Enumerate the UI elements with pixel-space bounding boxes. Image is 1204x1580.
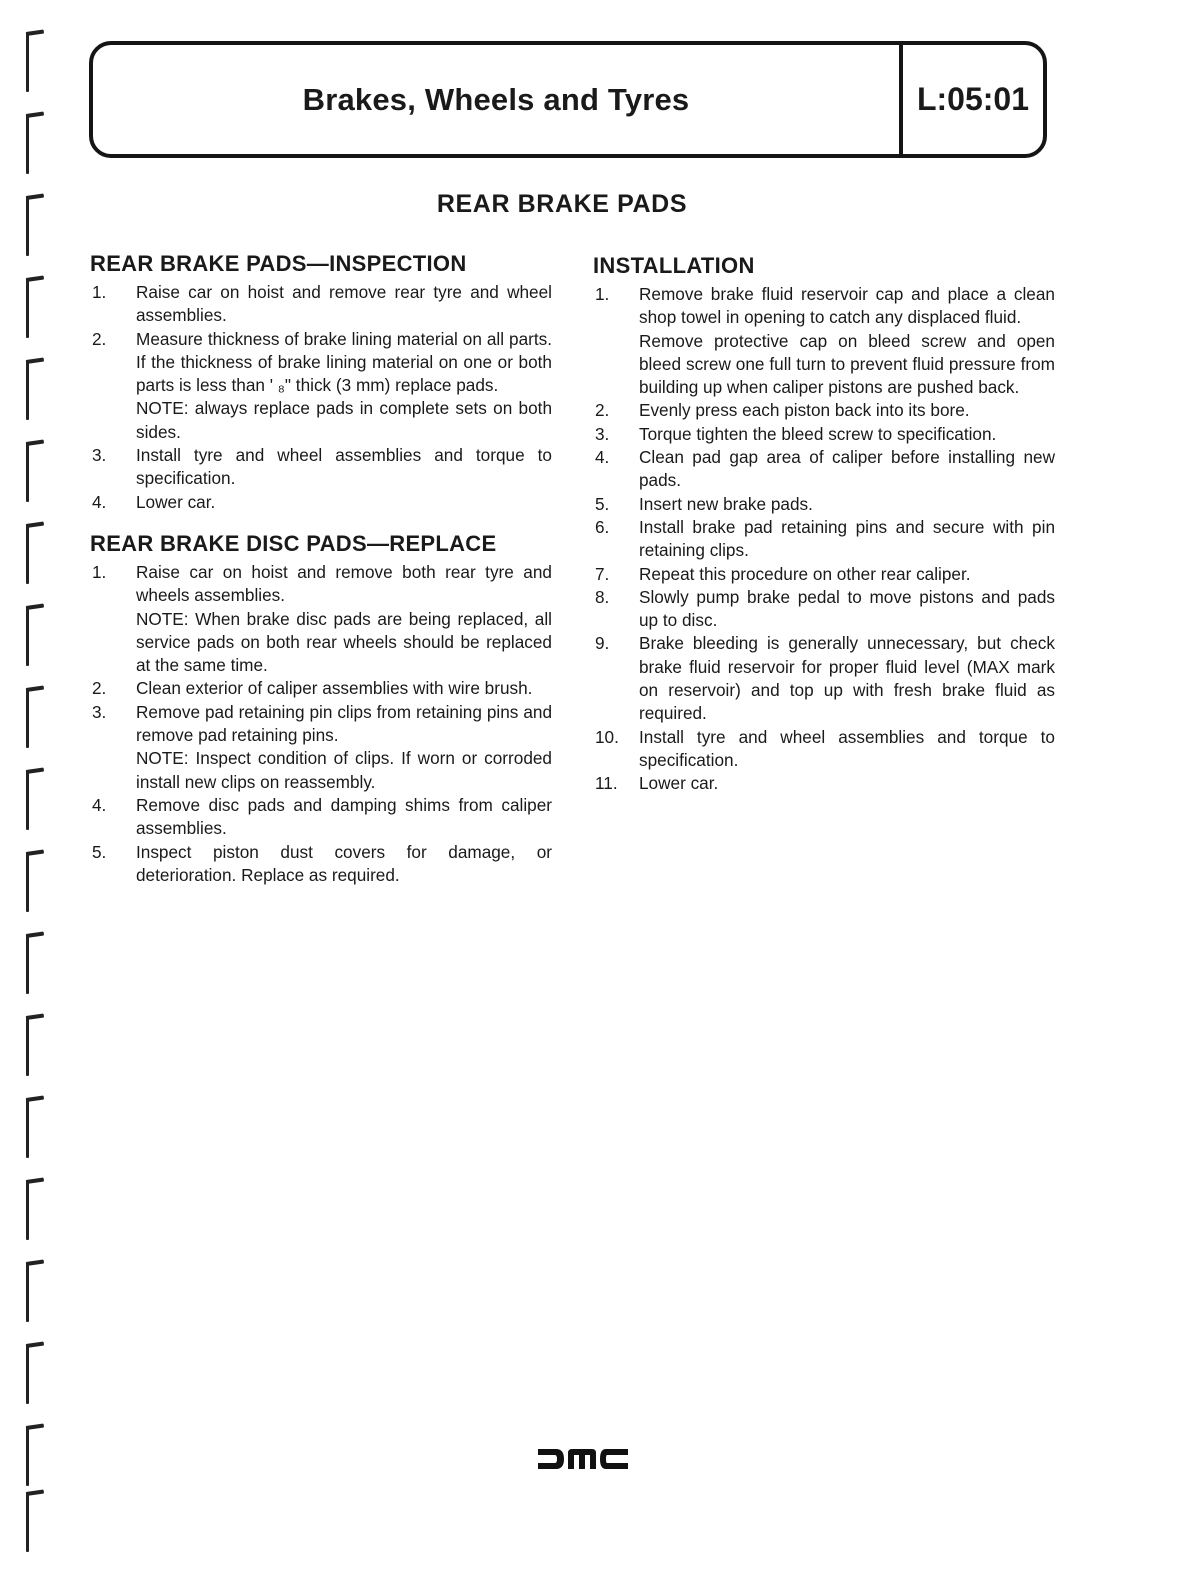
list-item	[593, 493, 1055, 516]
step-number: 2.	[595, 400, 610, 421]
binder-mark-icon	[22, 604, 44, 666]
step-text: Install brake pad retaining pins and secure with pin retaining clips.	[639, 516, 1055, 561]
step-text: Clean pad gap area of caliper before installing new pads.	[639, 447, 1055, 491]
left-column	[90, 250, 552, 887]
step-text: Torque tighten the bleed screw to specification.	[639, 423, 997, 444]
step-number: 5.	[92, 841, 107, 862]
step-text: Slowly pump brake pedal to move pistons and pads up to disc.	[639, 586, 1055, 631]
binder-mark-icon	[22, 686, 44, 748]
dmc-logo-icon	[536, 1447, 630, 1471]
step-number: 11.	[595, 773, 618, 794]
step-number: 4.	[595, 447, 610, 468]
step-number: 3.	[595, 423, 610, 444]
binder-mark-icon	[22, 440, 44, 502]
list-item	[593, 446, 1055, 493]
step-number: 1.	[595, 284, 610, 304]
binder-mark-icon	[22, 1342, 44, 1404]
step-number: 2.	[92, 678, 107, 699]
list-item	[90, 677, 552, 700]
list-item	[593, 283, 1055, 399]
step-note: Remove protective cap on bleed screw and open bleed screw one full turn to prevent fluid pressure from building up when caliper pistons are pushed back.	[639, 330, 1055, 398]
step-note: NOTE: When brake disc pads are being replaced, all service pads on both rear wheels should be replaced at the same time.	[136, 608, 552, 676]
binder-mark-icon	[22, 1096, 44, 1158]
installation-heading: INSTALLATION	[593, 253, 755, 278]
step-number: 5.	[595, 493, 610, 514]
binder-mark-icon	[22, 1014, 44, 1076]
step-number: 3.	[92, 445, 107, 466]
list-item	[90, 701, 552, 794]
list-item	[593, 772, 1055, 795]
step-number: 10.	[595, 726, 619, 747]
binder-mark-icon	[22, 358, 44, 420]
list-item	[90, 281, 552, 328]
binder-mark-icon	[22, 768, 44, 830]
step-number: 3.	[92, 701, 107, 722]
step-text: Measure thickness of brake lining material on all parts. If the thickness of brake lining material on one or both parts is less than ' ₈" thick (3 mm) replace pads.	[136, 328, 552, 396]
step-text: Remove disc pads and damping shims from caliper assemblies.	[136, 794, 552, 839]
replace-steps	[90, 561, 552, 887]
step-note: NOTE: Inspect condition of clips. If worn or corroded install new clips on reassembly.	[136, 748, 552, 792]
step-text: Brake bleeding is generally unnecessary, but check brake fluid reservoir for proper fluid level (MAX mark on reservoir) and top up with fresh brake fluid as required.	[639, 633, 1055, 724]
step-text: Remove brake fluid reservoir cap and place a clean shop towel in opening to catch any displaced fluid.	[639, 284, 1055, 328]
list-item	[90, 491, 552, 514]
step-number: 8.	[595, 586, 610, 607]
binder-mark-icon	[22, 850, 44, 912]
step-number: 2.	[92, 328, 107, 349]
step-text: Insert new brake pads.	[639, 493, 813, 514]
list-item	[593, 726, 1055, 773]
list-item	[593, 632, 1055, 725]
binder-mark-icon	[22, 276, 44, 338]
page-title: REAR BRAKE PADS	[436, 190, 688, 218]
list-item	[593, 399, 1055, 422]
step-number: 9.	[595, 633, 610, 654]
list-item	[593, 516, 1055, 563]
inspection-heading: REAR BRAKE PADS—INSPECTION	[90, 251, 467, 276]
binder-mark-icon	[22, 522, 44, 584]
section-header	[89, 41, 1047, 158]
step-number: 6.	[595, 516, 610, 537]
step-text: Install tyre and wheel assemblies and torque to specification.	[136, 445, 552, 489]
step-text: Raise car on hoist and remove both rear tyre and wheels assemblies.	[136, 561, 552, 606]
section-title: Brakes, Wheels and Tyres	[302, 81, 690, 117]
step-number: 4.	[92, 491, 107, 512]
binder-mark-icon	[22, 1424, 44, 1486]
step-text: Remove pad retaining pin clips from retaining pins and remove pad retaining pins.	[136, 701, 552, 746]
binder-mark-icon	[22, 1178, 44, 1240]
replace-heading: REAR BRAKE DISC PADS—REPLACE	[90, 530, 497, 556]
binder-mark-icon	[22, 1260, 44, 1322]
list-item	[593, 563, 1055, 586]
step-note: NOTE: always replace pads in complete sets on both sides.	[136, 398, 552, 442]
step-text: Raise car on hoist and remove rear tyre and wheel assemblies.	[136, 282, 552, 326]
installation-steps	[593, 283, 1055, 796]
step-number: 1.	[92, 282, 107, 302]
section-code: L:05:01	[916, 81, 1030, 117]
list-item	[90, 794, 552, 841]
right-column	[593, 252, 1055, 796]
step-number: 1.	[92, 561, 107, 582]
step-number: 7.	[595, 563, 610, 584]
step-text: Repeat this procedure on other rear caliper.	[639, 563, 971, 584]
binder-mark-icon	[22, 112, 44, 174]
binder-mark-icon	[22, 932, 44, 994]
list-item	[593, 423, 1055, 446]
step-text: Lower car.	[136, 491, 216, 512]
binder-punch-marks	[18, 20, 58, 1560]
list-item	[90, 328, 552, 444]
list-item	[593, 586, 1055, 633]
step-text: Inspect piston dust covers for damage, or deterioration. Replace as required.	[136, 841, 552, 885]
step-text: Lower car.	[639, 773, 719, 794]
binder-mark-icon	[22, 1490, 44, 1552]
step-number: 4.	[92, 794, 107, 815]
list-item	[90, 561, 552, 677]
step-text: Clean exterior of caliper assemblies with wire brush.	[136, 678, 533, 699]
binder-mark-icon	[22, 30, 44, 92]
list-item	[90, 841, 552, 888]
inspection-steps	[90, 281, 552, 514]
step-text: Evenly press each piston back into its bore.	[639, 400, 970, 421]
step-text: Install tyre and wheel assemblies and torque to specification.	[639, 726, 1055, 770]
list-item	[90, 444, 552, 491]
